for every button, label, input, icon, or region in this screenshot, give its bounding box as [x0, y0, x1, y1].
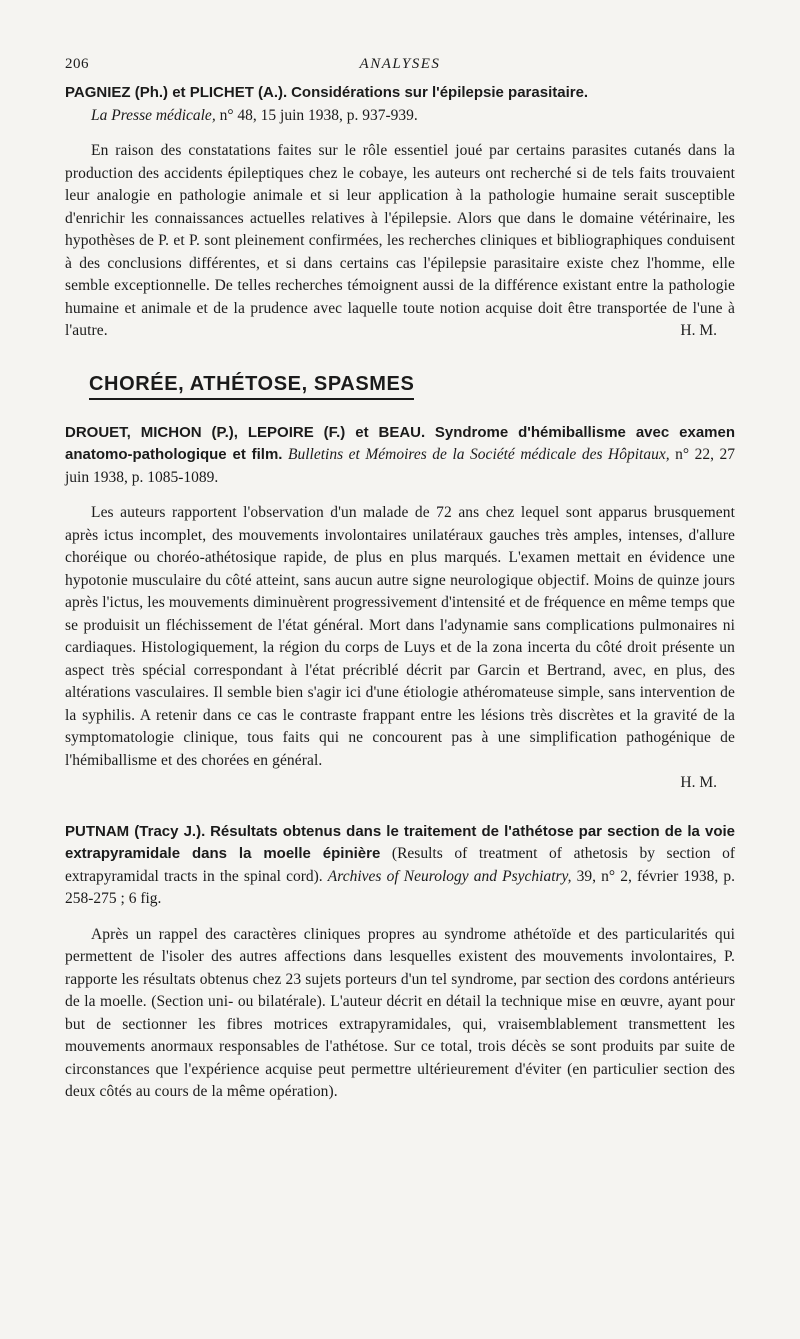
abstract-entry-putnam — [65, 821, 735, 1104]
entry-heading — [65, 821, 735, 911]
entry-authors: DROUET, MICHON (P.), LEPOIRE (F.) et BEAU. — [65, 423, 426, 441]
entry-journal: La Presse médicale, — [91, 106, 216, 124]
abstract-entry-drouet — [65, 422, 735, 795]
entry-citation: 39, n° 2, février 1938, p. 258-275 ; 6 fig. — [65, 867, 736, 907]
entry-citation: n° 48, 15 juin 1938, p. 937-939. — [219, 106, 418, 124]
entry-citation: n° 22, 27 juin 1938, p. 1085-1089. — [65, 446, 735, 486]
entry-journal: Archives of Neurology and Psychiatry, — [327, 867, 572, 885]
running-head: ANALYSES — [359, 56, 441, 72]
page — [65, 56, 735, 1104]
entry-heading — [65, 422, 735, 490]
page-header — [65, 56, 735, 82]
entry-body: Les auteurs rapportent l'observation d'un malade de 72 ans chez lequel sont apparus brusquement après ictus incomplet, des mouvements involontaires unilatéraux gauches très amples, intenses, d'allure choréique ou choréo-athétosique rapide, de plus en plus marqués. L'examen mettait en évidence une hypotonie musculaire du côté atteint, sans aucun autre signe neurologique objectif. Moins de quinze jours après l'ictus, les mouvements diminuèrent progressivement d'intensité et de fréquence en même temps que se produisit un fléchissement de l'état général. Mort dans l'adynamie sans complications pulmonaires ni cardiaques. Histologiquement, la région du corps de Luys et de la zona incerta du côté droit présente un aspect très spécial correspondant à l'état précriblé décrit par Garcin et Bertrand, avec, en plus, des altérations vasculaires. Il semble bien s'agir ici d'une étiologie athéromateuse simple, sans intervention de la syphilis. A retenir dans ce cas le contraste frappant entre les lésions très discrètes et la gravité de la symptomatologie clinique, tous faits qui ne concourent pas à une simplification pathogénique de l'hémiballisme et des chorées en général. — [65, 504, 735, 769]
entry-signature: H. M. — [680, 322, 717, 339]
entry-authors: PUTNAM (Tracy J.). — [65, 822, 206, 840]
section-title: CHORÉE, ATHÉTOSE, SPASMES — [89, 373, 414, 400]
entry-journal: Bulletins et Mémoires de la Société médicale des Hôpitaux, — [288, 446, 670, 463]
entry-english-title: (Results of treatment of athetosis by section of extrapyramidal tracts in the spinal cord). — [65, 845, 736, 885]
entry-body: En raison des constatations faites sur le rôle essentiel joué par certains parasites cutanés dans la production des accidents épileptiques chez le cobaye, les auteurs ont recherché si de tels faits trouvaient leur analogie en pathologie animale et si leur application à la pathologie humaine serait susceptible d'enrichir les connaissances actuelles relatives à l'épilepsie. Alors que dans le domaine vétérinaire, les hypothèses de P. et P. sont pleinement confirmées, les recherches cliniques et bibliographiques conduisent à des conclusions différentes, et si dans certains cas l'épilepsie parasitaire existe chez l'homme, elle semble exceptionnelle. De telles recherches témoignent aussi de la différence existant entre la pathologie humaine et animale et de la prudence avec laquelle toute notion acquise doit être transportée de l'une à l'autre. — [65, 142, 735, 339]
entry-heading — [65, 82, 735, 127]
abstract-entry-pagniez — [65, 82, 735, 343]
entry-title: Considérations sur l'épilepsie parasitaire. — [291, 84, 589, 101]
entry-citation-line — [65, 105, 735, 128]
page-number: 206 — [65, 56, 89, 72]
entry-body: Après un rappel des caractères cliniques propres au syndrome athétoïde et des particularités qui permettent de l'isoler des autres affections dans lesquelles existent des mouvements involontaires, P. rapporte les résultats obtenus chez 23 sujets porteurs d'un tel syndrome, par section des cordons antérieurs de la moelle. (Section uni- ou bilatérale). L'auteur décrit en détail la technique mise en œuvre, ayant pour but de sectionner les fibres motrices extrapyramidales, qui, vraisemblablement transmettent les mouvements anormaux responsables de l'athétose. Sur ce total, trois décès se sont produits par suite de circonstances que l'expérience acquise peut permettre ultérieurement d'éviter (en particulier section des deux côtés au cours de la même opération). — [65, 925, 735, 1100]
entry-authors: PAGNIEZ (Ph.) et PLICHET (A.). — [65, 84, 288, 101]
entry-signature: H. M. — [680, 774, 717, 791]
entry-title: Résultats obtenus dans le traitement de l'athétose par section de la voie extrapyramidale dans la moelle épinière — [65, 822, 735, 862]
entry-title: Syndrome d'hémiballisme avec examen anatomo-pathologique et film. — [65, 423, 736, 463]
